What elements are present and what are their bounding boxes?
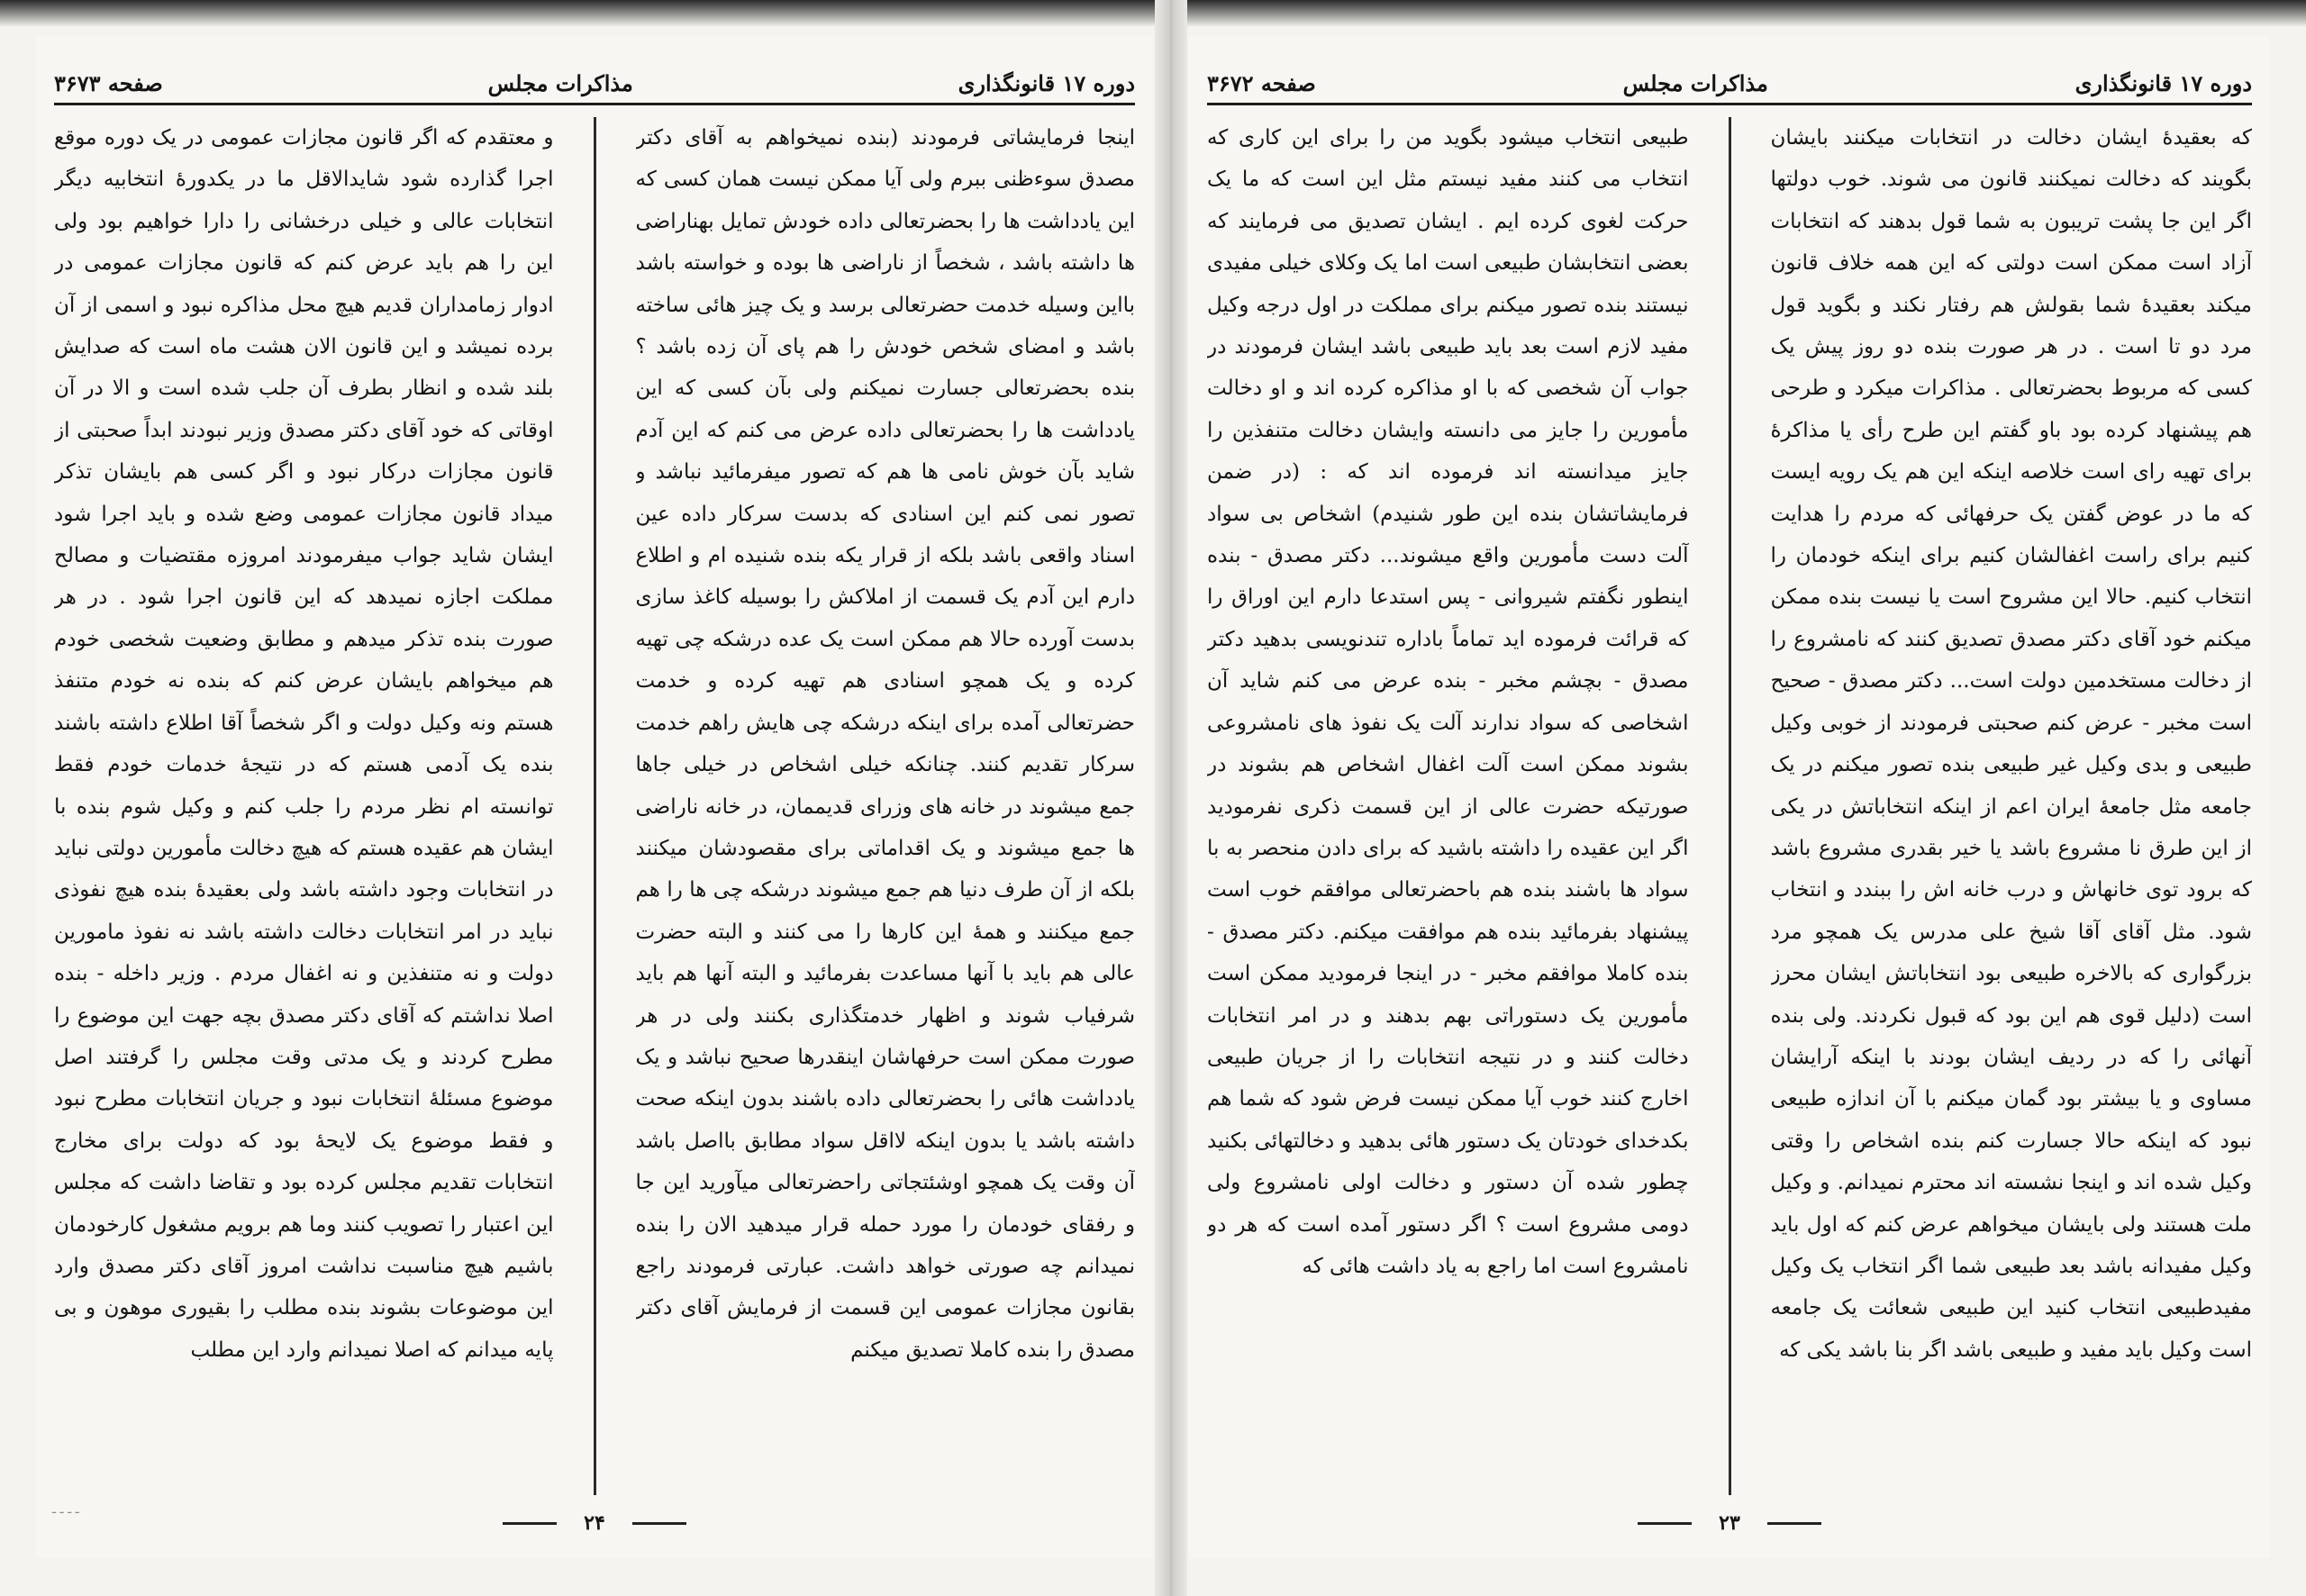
- right-page-columns: [1207, 117, 2252, 1495]
- right-session-label: دوره ۱۷ قانونگذاری: [2074, 69, 2252, 96]
- right-page-footer: [1189, 1510, 2270, 1537]
- left-page-folio: ۲۴: [584, 1511, 605, 1535]
- left-page-col-right-text: اینجا فرمایشاتی فرمودند (بنده نمیخواهم به آقای دکتر مصدق سوءظنی ببرم ولی آیا ممکن نیست همان کسی که این یادداشت ها را بحضرتعالی داده خودش تمایل بهناراضی ها داشته باشد ، شخصاً از ناراضی ها بوده و خواسته باشد بااین وسیله خدمت حضرتعالی برسد و یک چیز هائی ساخته باشد و امضای شخص خودش را هم پای آن زده باشد ؟ بنده بحضرتعالی جسارت نمیکنم ولی بآن کسی که این یادداشت ها را بحضرتعالی داده عرض می کنم که این آدم شاید بآن خوش نامی ها هم که تصور میفرمائید نباشد و تصور نمی کنم این اسنادی که بدست سرکار داده عین اسناد واقعی باشد بلکه از قرار یکه بنده شنیده ام و اطلاع دارم این آدم یک قسمت از املاکش را بوسیله کاغذ سازی بدست آورده حالا هم ممکن است یک عده درشکه چی تهیه کرده و یک همچو اسنادی هم تهیه کرده و خدمت حضرتعالی آمده برای اینکه درشکه چی هایش راهم خدمت سرکار تقدیم کنند. چنانکه خیلی اشخاص در خیلی جاها جمع میشوند در خانه های وزرای قدیممان، در خانه ناراضی ها جمع میشوند و یک اقداماتی برای مقصودشان میکنند بلکه از آن طرف دنیا هم جمع میشوند درشکه چی ها را هم جمع میکنند و همهٔ این کارها را می کنند و البته حضرت عالی هم باید با آنها مساعدت بفرمائید و البته آنها هم باید شرفیاب شوند و اظهار خدمتگذاری بکنند ولی در هر صورت ممکن است حرفهاشان اینقدرها صحیح نباشد و یک یادداشت هائی را بحضرتعالی داده باشند بدون اینکه صحت داشته باشد یا بدون اینکه لااقل سواد مطابق بااصل باشد آن وقت یک همچو اوشئتجاتی راحضرتعالی میآورید این جا و رفقای خودمان را مورد حمله قرار میدهید الان را بنده نمیدانم چه صورتی خواهد داشت. عبارتی فرمودند راجع بقانون مجازات عمومی این قسمت از فرمایش آقای دکتر مصدق را بنده کاملا تصدیق میکنم: [635, 126, 1135, 1362]
- book-gutter: [1155, 0, 1187, 1596]
- left-page-title: مذاکرات مجلس: [487, 69, 633, 96]
- left-page-footer: [36, 1510, 1153, 1537]
- right-page-col-right-text: که بعقیدهٔ ایشان دخالت در انتخابات میکنند بایشان بگویند که دخالت نمیکنند قانون می شوند. خوب دولتها اگر این جا پشت تریبون به شما قول بدهند که انتخابات آزاد است ممکن است دولتی که این همه خلاف قانون میکند بعقیدهٔ شما بقولش هم رفتار نکند و بگوید قول مرد دو تا است . در هر صورت بنده دو روز پیش یک کسی که مربوط بحضرتعالی . مذاکرات میکرد و طرحی هم پیشنهاد کرده بود باو گفتم این طرح رأی یا مذاکرهٔ برای تهیه رای است خلاصه اینکه این هم یک رویه ایست که ما در عوض گفتن یک حرفهائی که مردم را هدایت کنیم برای راست اغفالشان کنیم برای اینکه خودمان را انتخاب کنیم. حالا این مشروح است یا نیست بنده ممکن میکنم خود آقای دکتر مصدق تصدیق کنند که نامشروع را از دخالت مستخدمین دولت است... دکتر مصدق - صحیح است مخبر - عرض کنم صحبتی فرمودند از خوبی وکیل طبیعی و بدی وکیل غیر طبیعی بنده تصور میکنم در یک جامعه مثل جامعهٔ ایران اعم از اینکه انتخاباتش در یکی از این طرق نا مشروع باشد یا خیر بقدری مشروع باشد که برود توی خانهاش و درب خانه اش را ببندد و انتخاب شود. مثل آقای آقا شیخ علی مدرس یک همچو مرد بزرگواری که بالاخره طبیعی بود انتخاباتش ایشان محرز است (دلیل قوی هم این بود که قبول نکردند. ولی بنده آنهائی را که در ردیف ایشان بودند با اینکه آرایشان مساوی و یا بیشتر بود گمان میکنم با آن اندازه طبیعی نبود که اینکه حالا جسارت کنم بنده اشخاص را وقتی وکیل شده اند و اینجا نشسته اند محترم نمیدانم. و وکیل ملت هستند ولی بایشان میخواهم عرض کنم که اول باید وکیل مفیدانه باشد بعد طبیعی شما اگر انتخاب یک وکیل مفیدطبیعی انتخاب کنید این طبیعی شعائت یک جامعه است وکیل باید مفید و طبیعی باشد اگر بنا باشد یکی که: [1770, 126, 2252, 1362]
- right-page-title: مذاکرات مجلس: [1622, 69, 1768, 96]
- column-divider: [594, 117, 596, 1495]
- right-page-folio: ۲۳: [1719, 1511, 1740, 1535]
- left-page-header: [54, 63, 1135, 105]
- left-session-label: دوره ۱۷ قانونگذاری: [958, 69, 1135, 96]
- right-page-col-left-text: طبیعی انتخاب میشود بگوید من را برای این کاری که انتخاب می کنند مفید نیستم مثل این است که ما یک حرکت لغوی کرده ایم . ایشان تصدیق می فرمایند که بعضی انتخابشان طبیعی است اما یک وکلای خیلی مفیدی نیستند بنده تصور میکنم برای مملکت در اول درجه وکیل مفید لازم است بعد باید طبیعی باشد ایشان فرمودند در جواب آن شخصی که با او مذاکره کرده اند و او دخالت مأمورین را جایز می دانسته وایشان دخالت متنفذین را جایز میدانسته اند فرموده اند که : (در ضمن فرمایشاتشان بنده این طور شنیدم) اشخاص بی سواد آلت دست مأمورین واقع میشوند... دکتر مصدق - بنده اینطور نگفتم شیروانی - پس استدعا دارم این اوراق را که قرائت فرموده اید تماماً باداره تندنویسی بدهید دکتر مصدق - بچشم مخبر - بنده عرض می کنم شاید آن اشخاصی که سواد ندارند آلت یک نفوذ های نامشروعی بشوند ممکن است آلت اغفال اشخاص هم بشوند در صورتیکه حضرت عالی از این قسمت ذکری نفرمودید اگر این عقیده را داشته باشید که برای دادن منحصر به با سواد ها باشند بنده هم باحضرتعالی موافقم خوب است پیشنهاد بفرمائید بنده هم موافقت میکنم. دکتر مصدق - بنده کاملا موافقم مخبر - در اینجا فرمودید ممکن است مأمورین یک دستوراتی بهم بدهند و در امر انتخابات دخالت کنند و در نتیجه انتخابات را از جریان طبیعی اخارج کنند خوب آیا ممکن نیست فرض شود که شما هم بکدخدای خودتان یک دستور هائی بدهید و دخالتهائی بکنید چطور شده آن دستور و دخالت اولی نامشروع ولی دومی مشروع است ؟ اگر دستور آمده است که هر دو نامشروع است اما راجع به یاد داشت هائی که: [1207, 126, 1689, 1278]
- left-page-col-left: [54, 117, 554, 1495]
- left-page-columns: [54, 117, 1135, 1495]
- marginal-stamp: ـ ـ ـ ـ: [52, 1502, 79, 1517]
- right-page-col-right: [1771, 117, 2253, 1495]
- left-page-col-left-text: و معتقدم که اگر قانون مجازات عمومی در یک دوره موقع اجرا گذارده شود شایدالاقل ما در یکدورهٔ انتخابیه دیگر انتخابات عالی و خیلی درخشانی را دارا خواهیم بود ولی این را هم باید عرض کنم که قانون مجازات عمومی در ادوار زمامداران قدیم هیچ محل مذاکره نبود و اسمی از آن برده نمیشد و این قانون الان هشت ماه است که صدایش بلند شده و انظار بطرف آن جلب شده است و الا در آن اوقاتی که خود آقای دکتر مصدق وزیر نبودند ابداً صحبتی از قانون مجازات درکار نبود و اگر کسی هم بایشان تذکر میداد قانون مجازات عمومی وضع شده و باید اجرا شود ایشان شاید جواب میفرمودند امروزه مقتضیات و مصالح مملکت اجازه نمیدهد که این قانون اجرا شود . در هر صورت بنده تذکر میدهم و مطابق وضعیت شخصی خودم هم میخواهم بایشان عرض کنم که بنده نه خودم متنفذ هستم ونه وکیل دولت و اگر شخصاً آقا اطلاع داشته باشند بنده یک آدمی هستم که در نتیجهٔ خدمات خودم فقط توانسته ام نظر مردم را جلب کنم و وکیل شوم بنده با ایشان هم عقیده هستم که هیچ دخالت مأمورین دولتی نباید در انتخابات وجود داشته باشد ولی بعقیدهٔ بنده هیچ نفوذی نباید در امر انتخابات دخالت داشته باشد نه نفوذ مامورین دولت و نه متنفذین و نه اغفال مردم . وزیر داخله - بنده اصلا نداشتم که آقای دکتر مصدق بچه جهت این موضوع را مطرح کردند و یک مدتی وقت مجلس را گرفتند اصل موضوع مسئلهٔ انتخابات نبود و جریان انتخابات مطرح نبود و فقط موضوع یک لایحهٔ بود که دولت برای مخارج انتخابات تقدیم مجلس کرده بود و تقاضا داشت که مجلس این اعتبار را تصویب کنند وما هم برویم مشغول کارخودمان باشیم هیچ مناسبت نداشت امروز آقای دکتر مصدق وارد این موضوعات بشوند بنده مطلب را بقیوری موهون و بی پایه میدانم که اصلا نمیدانم وارد این مطلب: [54, 126, 554, 1362]
- scan-shadow: [0, 0, 2306, 27]
- left-page-col-right: [636, 117, 1136, 1495]
- left-page-number: صفحه ۳۶۷۳: [54, 69, 163, 96]
- right-page: [1189, 36, 2270, 1558]
- right-page-header: [1207, 63, 2252, 105]
- column-divider: [1729, 117, 1731, 1495]
- right-page-number: صفحه ۳۶۷۲: [1207, 69, 1316, 96]
- right-page-col-left: [1207, 117, 1689, 1495]
- left-page: [36, 36, 1153, 1558]
